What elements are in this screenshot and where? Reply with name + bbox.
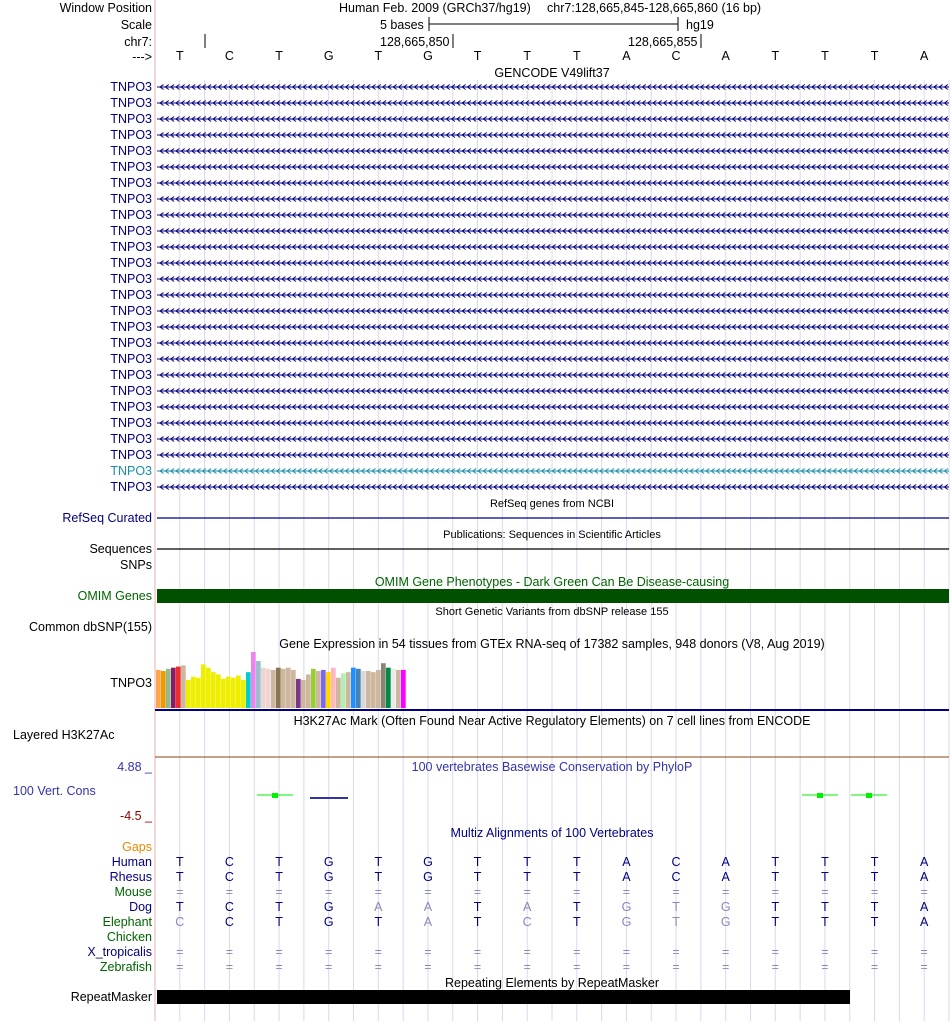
gtex-tissue-bar xyxy=(331,668,336,708)
multiz-base: = xyxy=(622,885,631,899)
gencode-gene-label[interactable]: TNPO3 xyxy=(110,448,152,462)
gencode-gene-label[interactable]: TNPO3 xyxy=(110,464,152,478)
multiz-base: = xyxy=(275,960,283,974)
multiz-base: = xyxy=(176,885,184,899)
gencode-gene-label[interactable]: TNPO3 xyxy=(110,192,152,206)
multiz-base: = xyxy=(870,945,879,959)
base-letter: T xyxy=(821,49,829,63)
window-position-label: Window Position xyxy=(59,1,152,15)
multiz-base: = xyxy=(374,945,382,959)
multiz-base: A xyxy=(423,915,433,929)
position-readout: chr7:128,665,845-128,665,860 (16 bp) xyxy=(547,1,762,15)
gtex-title[interactable]: Gene Expression in 54 tissues from GTEx RNA-seq of 17382 samples, 948 donors (V8, Aug 2019) xyxy=(279,637,825,651)
multiz-base: T xyxy=(175,855,184,869)
phylop-point xyxy=(272,793,278,798)
gtex-tissue-bar xyxy=(311,669,316,708)
gencode-gene-label[interactable]: TNPO3 xyxy=(110,208,152,222)
multiz-base: A xyxy=(374,900,383,914)
multiz-base: T xyxy=(672,900,680,914)
gtex-tissue-bar xyxy=(196,678,201,708)
multiz-base: T xyxy=(870,855,879,869)
gtex-tissue-bar xyxy=(176,667,181,708)
multiz-title[interactable]: Multiz Alignments of 100 Vertebrates xyxy=(450,826,654,840)
multiz-base: C xyxy=(224,870,234,884)
gtex-tissue-bar xyxy=(321,670,326,708)
multiz-base: T xyxy=(374,870,383,884)
gencode-gene-label[interactable]: TNPO3 xyxy=(110,288,152,302)
multiz-base: = xyxy=(573,960,581,974)
multiz-base: T xyxy=(771,870,780,884)
multiz-species-label[interactable]: X_tropicalis xyxy=(87,945,152,959)
multiz-base: C xyxy=(522,915,532,929)
gtex-tissue-bar xyxy=(261,668,266,708)
multiz-base: T xyxy=(821,870,829,884)
multiz-base: T xyxy=(572,915,581,929)
multiz-base: T xyxy=(870,870,879,884)
gtex-tissue-bar xyxy=(396,670,401,708)
gtex-tissue-bar xyxy=(201,664,206,708)
multiz-species-label[interactable]: Human xyxy=(111,855,152,869)
multiz-base: = xyxy=(225,960,234,974)
multiz-base: = xyxy=(523,885,531,899)
gtex-tissue-bar xyxy=(371,672,376,708)
gtex-tissue-bar xyxy=(191,677,196,708)
multiz-base: T xyxy=(821,855,829,869)
multiz-base: T xyxy=(374,915,383,929)
multiz-base: T xyxy=(771,915,780,929)
publications-snps-label[interactable]: SNPs xyxy=(120,558,152,572)
gencode-gene-label[interactable]: TNPO3 xyxy=(110,176,152,190)
omim-track-label[interactable]: OMIM Genes xyxy=(77,589,152,603)
multiz-base: G xyxy=(621,915,632,929)
gencode-gene-label[interactable]: TNPO3 xyxy=(110,80,152,94)
gtex-tissue-bar xyxy=(276,668,281,708)
gtex-tissue-bar xyxy=(306,674,311,708)
gencode-gene-label[interactable]: TNPO3 xyxy=(110,112,152,126)
gtex-tissue-bar xyxy=(171,668,176,708)
base-letter: T xyxy=(175,49,184,63)
publications-title[interactable]: Publications: Sequences in Scientific Articles xyxy=(443,529,661,541)
multiz-base: = xyxy=(325,885,333,899)
gencode-gene-label[interactable]: TNPO3 xyxy=(110,400,152,414)
multiz-base: T xyxy=(374,855,383,869)
h3k27ac-track-label[interactable]: Layered H3K27Ac xyxy=(13,728,115,742)
gtex-tissue-bar xyxy=(221,679,226,708)
publications-sequences-label[interactable]: Sequences xyxy=(89,542,152,556)
multiz-base: G xyxy=(423,855,433,869)
phylop-min: -4.5 _ xyxy=(120,809,152,823)
gtex-tissue-bar xyxy=(356,669,361,708)
multiz-base: = xyxy=(672,885,680,899)
gencode-gene-label[interactable]: TNPO3 xyxy=(110,128,152,142)
gtex-tissue-bar xyxy=(346,672,351,708)
multiz-base: G xyxy=(323,915,334,929)
multiz-base: A xyxy=(721,855,730,869)
base-letter: T xyxy=(473,49,482,63)
gencode-gene-label[interactable]: TNPO3 xyxy=(110,160,152,174)
gtex-tissue-bar xyxy=(351,668,356,708)
base-letter: G xyxy=(323,49,334,63)
gtex-gene-label[interactable]: TNPO3 xyxy=(110,676,152,690)
gtex-tissue-bar xyxy=(341,673,346,708)
multiz-species-label[interactable]: Elephant xyxy=(102,915,152,929)
multiz-base: A xyxy=(920,855,929,869)
multiz-base: = xyxy=(325,945,333,959)
multiz-base: = xyxy=(870,960,879,974)
gtex-tissue-bar xyxy=(181,665,186,708)
multiz-base: A xyxy=(920,870,929,884)
gtex-tissue-bar xyxy=(366,671,371,708)
base-letter: T xyxy=(275,49,283,63)
gtex-tissue-bar xyxy=(376,670,381,708)
gtex-tissue-bar xyxy=(316,671,321,708)
multiz-base: = xyxy=(176,945,184,959)
repeatmasker-track-label[interactable]: RepeatMasker xyxy=(70,990,152,1004)
multiz-base: = xyxy=(275,885,283,899)
multiz-base: C xyxy=(671,855,681,869)
multiz-base: = xyxy=(771,960,779,974)
gtex-tissue-bar xyxy=(216,674,221,708)
multiz-base: = xyxy=(821,960,829,974)
multiz-base: = xyxy=(374,885,382,899)
assembly-label: Human Feb. 2009 (GRCh37/hg19) xyxy=(339,1,531,15)
gtex-tissue-bar xyxy=(206,668,211,708)
multiz-base: A xyxy=(523,900,532,914)
multiz-base: = xyxy=(424,885,432,899)
multiz-base: T xyxy=(523,855,532,869)
base-letter: A xyxy=(920,49,929,63)
gtex-tissue-bar xyxy=(271,670,276,708)
gencode-gene-label[interactable]: TNPO3 xyxy=(110,352,152,366)
multiz-base: = xyxy=(722,885,730,899)
gencode-gene-label[interactable]: TNPO3 xyxy=(110,304,152,318)
gtex-tissue-bar xyxy=(211,672,216,708)
gencode-gene-label[interactable]: TNPO3 xyxy=(110,256,152,270)
multiz-base: T xyxy=(175,870,184,884)
multiz-base: = xyxy=(722,945,730,959)
refseq-track-label[interactable]: RefSeq Curated xyxy=(62,511,152,525)
base-letter: T xyxy=(374,49,383,63)
multiz-base: = xyxy=(473,885,482,899)
gtex-tissue-bar xyxy=(336,678,341,708)
gtex-tissue-bar xyxy=(326,672,331,708)
base-letter: G xyxy=(423,49,433,63)
gtex-tissue-bar xyxy=(236,676,241,708)
multiz-base: = xyxy=(424,960,432,974)
base-letter: T xyxy=(771,49,780,63)
gencode-gene-label[interactable]: TNPO3 xyxy=(110,368,152,382)
multiz-base: = xyxy=(275,945,283,959)
multiz-gaps-label: Gaps xyxy=(122,840,152,854)
gtex-tissue-bar xyxy=(161,671,166,708)
multiz-base: G xyxy=(323,870,334,884)
gencode-gene-label[interactable]: TNPO3 xyxy=(110,320,152,334)
multiz-base: T xyxy=(275,900,283,914)
chrom-label: chr7: xyxy=(124,35,152,49)
multiz-base: = xyxy=(176,960,184,974)
gtex-tissue-bar xyxy=(186,680,191,708)
multiz-base: T xyxy=(572,900,581,914)
multiz-base: G xyxy=(720,915,731,929)
gtex-tissue-bar xyxy=(251,652,256,708)
gencode-gene-label[interactable]: TNPO3 xyxy=(110,240,152,254)
gtex-tissue-bar xyxy=(361,671,366,708)
base-letter: T xyxy=(572,49,581,63)
multiz-base: = xyxy=(870,885,879,899)
multiz-base: = xyxy=(672,960,680,974)
multiz-base: T xyxy=(275,855,283,869)
gtex-tissue-bar xyxy=(296,679,301,708)
multiz-base: C xyxy=(175,915,185,929)
gtex-tissue-bar xyxy=(231,678,236,708)
base-letter: T xyxy=(870,49,879,63)
gtex-tissue-bar xyxy=(301,680,306,708)
gencode-gene-label[interactable]: TNPO3 xyxy=(110,336,152,350)
multiz-base: C xyxy=(224,900,234,914)
gencode-title[interactable]: GENCODE V49lift37 xyxy=(494,66,610,80)
multiz-base: = xyxy=(523,945,531,959)
omim-title[interactable]: OMIM Gene Phenotypes - Dark Green Can Be Disease-causing xyxy=(374,575,730,589)
gencode-gene-label[interactable]: TNPO3 xyxy=(110,96,152,110)
base-letter: C xyxy=(671,49,681,63)
phylop-max: 4.88 _ xyxy=(117,760,152,774)
gtex-tissue-bar xyxy=(286,668,291,708)
gtex-tissue-bar xyxy=(256,661,261,708)
repeatmasker-bar xyxy=(157,990,850,1004)
multiz-base: = xyxy=(622,945,631,959)
multiz-species-label[interactable]: Chicken xyxy=(106,930,152,944)
gtex-tissue-bar xyxy=(281,669,286,708)
multiz-species-label[interactable]: Zebrafish xyxy=(99,960,152,974)
multiz-base: C xyxy=(671,870,681,884)
scale-label: Scale xyxy=(120,18,152,32)
multiz-base: = xyxy=(225,945,234,959)
gencode-gene-label[interactable]: TNPO3 xyxy=(110,480,152,494)
multiz-base: T xyxy=(275,870,283,884)
phylop-point xyxy=(817,793,823,798)
multiz-base: T xyxy=(771,900,780,914)
strand-label: ---> xyxy=(132,50,152,64)
multiz-base: T xyxy=(572,870,581,884)
multiz-base: T xyxy=(821,915,829,929)
dbsnp-track-label[interactable]: Common dbSNP(155) xyxy=(29,620,152,634)
multiz-base: T xyxy=(523,870,532,884)
multiz-base: A xyxy=(920,900,929,914)
gtex-tissue-bar xyxy=(241,680,246,708)
multiz-base: C xyxy=(224,855,234,869)
multiz-base: = xyxy=(622,960,631,974)
gtex-tissue-bar xyxy=(401,670,406,708)
scale-text: 5 bases xyxy=(380,18,424,32)
multiz-base: T xyxy=(473,855,482,869)
gtex-tissue-bar xyxy=(246,672,251,708)
h3k27ac-title[interactable]: H3K27Ac Mark (Often Found Near Active Regulatory Elements) on 7 cell lines from ENCODE xyxy=(293,714,811,728)
multiz-base: = xyxy=(771,945,779,959)
phylop-point xyxy=(866,793,872,798)
multiz-base: C xyxy=(224,915,234,929)
phylop-title[interactable]: 100 vertebrates Basewise Conservation by PhyloP xyxy=(411,760,693,774)
gtex-tissue-bar xyxy=(266,669,271,708)
gtex-tissue-bar xyxy=(386,668,391,708)
multiz-base: T xyxy=(275,915,283,929)
gencode-gene-label[interactable]: TNPO3 xyxy=(110,416,152,430)
multiz-base: = xyxy=(821,885,829,899)
multiz-base: T xyxy=(870,900,879,914)
multiz-base: T xyxy=(870,915,879,929)
multiz-base: G xyxy=(621,900,632,914)
gtex-tissue-bar xyxy=(156,670,161,708)
multiz-base: = xyxy=(523,960,531,974)
multiz-base: = xyxy=(920,885,928,899)
scale-db: hg19 xyxy=(686,18,714,32)
multiz-base: A xyxy=(622,855,631,869)
multiz-base: = xyxy=(473,945,482,959)
multiz-base: T xyxy=(175,900,184,914)
multiz-base: = xyxy=(473,960,482,974)
multiz-species-label[interactable]: Mouse xyxy=(114,885,152,899)
omim-bar xyxy=(157,589,949,603)
multiz-base: = xyxy=(573,885,581,899)
multiz-base: = xyxy=(573,945,581,959)
multiz-base: = xyxy=(672,945,680,959)
multiz-species-label[interactable]: Rhesus xyxy=(109,870,152,884)
multiz-base: T xyxy=(473,900,482,914)
gencode-gene-label[interactable]: TNPO3 xyxy=(110,432,152,446)
multiz-base: = xyxy=(225,885,234,899)
multiz-base: = xyxy=(920,945,928,959)
repeatmasker-title[interactable]: Repeating Elements by RepeatMasker xyxy=(444,976,660,990)
multiz-base: = xyxy=(325,960,333,974)
multiz-base: G xyxy=(423,870,433,884)
base-letter: A xyxy=(721,49,730,63)
gencode-gene-label[interactable]: TNPO3 xyxy=(110,144,152,158)
multiz-base: = xyxy=(374,960,382,974)
gtex-tissue-bar xyxy=(291,670,296,708)
multiz-base: G xyxy=(323,855,334,869)
multiz-base: = xyxy=(722,960,730,974)
phylop-track-label[interactable]: 100 Vert. Cons xyxy=(13,784,96,798)
multiz-base: A xyxy=(423,900,433,914)
gtex-tissue-bar xyxy=(166,669,171,708)
multiz-base: A xyxy=(920,915,929,929)
multiz-base: T xyxy=(672,915,680,929)
gtex-tissue-bar xyxy=(391,669,396,708)
multiz-base: T xyxy=(572,855,581,869)
multiz-base: T xyxy=(771,855,780,869)
coord-1: 128,665,850 xyxy=(380,35,450,49)
multiz-base: A xyxy=(721,870,730,884)
multiz-species-label[interactable]: Dog xyxy=(129,900,152,914)
dbsnp-title[interactable]: Short Genetic Variants from dbSNP release 155 xyxy=(435,606,669,618)
gencode-gene-label[interactable]: TNPO3 xyxy=(110,384,152,398)
multiz-base: A xyxy=(622,870,631,884)
multiz-base: T xyxy=(473,870,482,884)
multiz-base: T xyxy=(473,915,482,929)
refseq-title[interactable]: RefSeq genes from NCBI xyxy=(489,498,615,510)
gencode-gene-label[interactable]: TNPO3 xyxy=(110,224,152,238)
base-letter: C xyxy=(224,49,234,63)
multiz-base: = xyxy=(920,960,928,974)
gtex-tissue-bar xyxy=(381,663,386,708)
multiz-base: = xyxy=(821,945,829,959)
multiz-base: = xyxy=(424,945,432,959)
multiz-base: G xyxy=(323,900,334,914)
gtex-tissue-bar xyxy=(226,677,231,708)
base-letter: A xyxy=(622,49,631,63)
multiz-base: = xyxy=(771,885,779,899)
multiz-base: G xyxy=(720,900,731,914)
base-letter: T xyxy=(523,49,532,63)
multiz-base: T xyxy=(821,900,829,914)
gencode-gene-label[interactable]: TNPO3 xyxy=(110,272,152,286)
coord-2: 128,665,855 xyxy=(628,35,698,49)
